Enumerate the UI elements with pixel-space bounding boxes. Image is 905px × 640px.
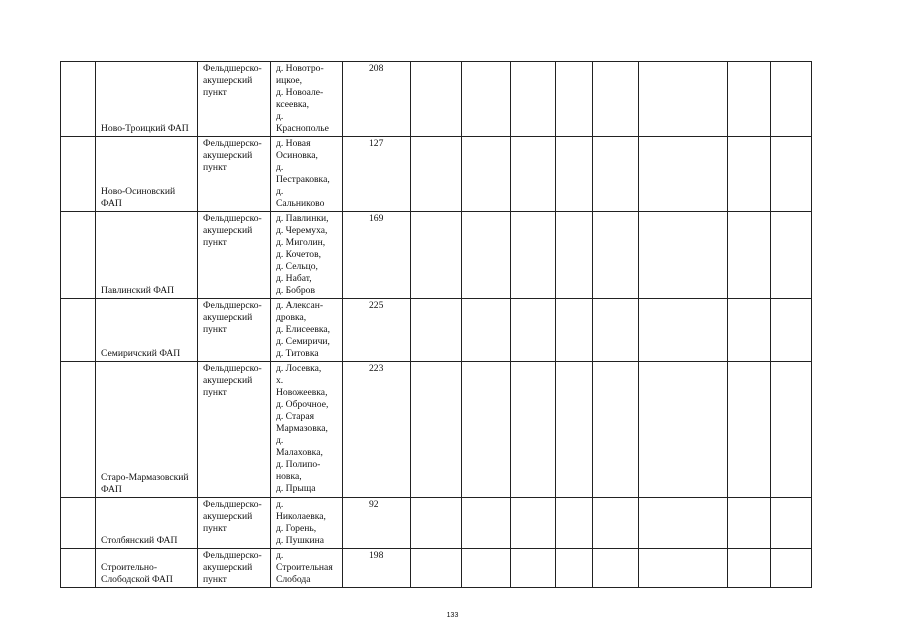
- facility-type-line: пункт: [203, 387, 227, 398]
- facility-type-line: акушерский: [203, 562, 253, 573]
- table-row: [61, 362, 812, 498]
- index-cell: [61, 299, 96, 362]
- village-line: д. Сельцо,: [276, 261, 318, 272]
- empty-cell: [511, 299, 556, 362]
- empty-cell: [639, 299, 728, 362]
- empty-cell: [728, 212, 771, 299]
- village-line: д. Лосевка,: [276, 363, 322, 374]
- facility-type-cell: [198, 212, 271, 299]
- empty-cell: [593, 62, 639, 137]
- empty-cell: [462, 212, 511, 299]
- village-line: д.: [276, 499, 284, 510]
- population-count: 92: [369, 499, 379, 510]
- village-line: д. Пушкина: [276, 535, 324, 546]
- village-line: Мармазовка,: [276, 423, 328, 434]
- village-line: д. Павлинки,: [276, 213, 329, 224]
- empty-cell: [639, 62, 728, 137]
- empty-cell: [728, 549, 771, 588]
- empty-cell: [556, 212, 593, 299]
- facility-name-cell: [96, 362, 198, 498]
- village-line: Николаевка,: [276, 511, 326, 522]
- village-line: д. Новоале-: [276, 87, 324, 98]
- index-cell: [61, 498, 96, 549]
- empty-cell: [511, 498, 556, 549]
- village-line: д. Алексан-: [276, 300, 324, 311]
- villages-cell: [271, 299, 343, 362]
- facility-type-line: Фельдшерско-: [203, 300, 262, 311]
- facility-name: Павлинский ФАП: [101, 285, 175, 296]
- facility-type-line: пункт: [203, 237, 227, 248]
- empty-cell: [593, 212, 639, 299]
- empty-cell: [411, 137, 462, 212]
- facility-type-cell: [198, 549, 271, 588]
- village-line: Слобода: [276, 574, 311, 585]
- empty-cell: [462, 299, 511, 362]
- empty-cell: [411, 498, 462, 549]
- population-count-cell: [343, 212, 411, 299]
- empty-cell: [556, 299, 593, 362]
- empty-cell: [593, 299, 639, 362]
- facility-type-line: акушерский: [203, 150, 253, 161]
- village-line: д. Черемуха,: [276, 225, 328, 236]
- empty-cell: [771, 62, 812, 137]
- villages-cell: [271, 498, 343, 549]
- population-count-cell: [343, 62, 411, 137]
- village-line: Краснополье: [276, 123, 329, 134]
- index-cell: [61, 549, 96, 588]
- population-count-cell: [343, 362, 411, 498]
- empty-cell: [771, 498, 812, 549]
- village-line: новка,: [276, 471, 302, 482]
- village-line: Осиновка,: [276, 150, 318, 161]
- village-line: д. Набат,: [276, 273, 312, 284]
- facility-type-cell: [198, 362, 271, 498]
- empty-cell: [593, 498, 639, 549]
- village-line: д. Елисеевка,: [276, 324, 331, 335]
- facility-type-cell: [198, 62, 271, 137]
- villages-cell: [271, 137, 343, 212]
- empty-cell: [639, 362, 728, 498]
- population-count-cell: [343, 498, 411, 549]
- village-line: д. Бобров: [276, 285, 315, 296]
- facility-name-cell: [96, 137, 198, 212]
- empty-cell: [639, 549, 728, 588]
- villages-cell: [271, 212, 343, 299]
- village-line: д. Прыща: [276, 483, 316, 494]
- population-count-cell: [343, 137, 411, 212]
- index-cell: [61, 362, 96, 498]
- village-line: ицкое,: [276, 75, 303, 86]
- population-count: 208: [369, 63, 384, 74]
- village-line: д.: [276, 186, 284, 197]
- facility-type-line: акушерский: [203, 511, 253, 522]
- facility-name: Старо-Мармазовский ФАП: [101, 472, 189, 495]
- village-line: д.: [276, 550, 284, 561]
- village-line: д.: [276, 162, 284, 173]
- empty-cell: [411, 549, 462, 588]
- population-count: 127: [369, 138, 384, 149]
- empty-cell: [556, 62, 593, 137]
- empty-cell: [462, 137, 511, 212]
- village-line: д. Старая: [276, 411, 314, 422]
- population-count: 169: [369, 213, 384, 224]
- village-line: д. Полипо-: [276, 459, 321, 470]
- population-count: 223: [369, 363, 384, 374]
- facility-name-cell: [96, 62, 198, 137]
- empty-cell: [639, 498, 728, 549]
- population-count: 198: [369, 550, 384, 561]
- empty-cell: [728, 498, 771, 549]
- index-cell: [61, 212, 96, 299]
- facility-type-cell: [198, 498, 271, 549]
- empty-cell: [556, 137, 593, 212]
- empty-cell: [511, 137, 556, 212]
- empty-cell: [462, 362, 511, 498]
- village-line: Малаховка,: [276, 447, 323, 458]
- village-line: х.: [276, 375, 284, 386]
- facility-table: [60, 61, 812, 588]
- village-line: д. Горень,: [276, 523, 317, 534]
- facility-name: Столбянский ФАП: [101, 535, 178, 546]
- facility-name-cell: [96, 498, 198, 549]
- table-row: [61, 549, 812, 588]
- village-line: Пестраковка,: [276, 174, 330, 185]
- village-line: Сальниково: [276, 198, 325, 209]
- empty-cell: [556, 362, 593, 498]
- empty-cell: [728, 62, 771, 137]
- empty-cell: [462, 498, 511, 549]
- empty-cell: [728, 137, 771, 212]
- facility-type-line: Фельдшерско-: [203, 63, 262, 74]
- empty-cell: [511, 212, 556, 299]
- empty-cell: [639, 137, 728, 212]
- facility-type-line: пункт: [203, 324, 227, 335]
- empty-cell: [411, 362, 462, 498]
- empty-cell: [411, 62, 462, 137]
- village-line: д. Новая: [276, 138, 311, 149]
- empty-cell: [771, 137, 812, 212]
- empty-cell: [411, 212, 462, 299]
- empty-cell: [771, 362, 812, 498]
- facility-type-line: Фельдшерско-: [203, 499, 262, 510]
- empty-cell: [593, 137, 639, 212]
- empty-cell: [593, 549, 639, 588]
- village-line: д. Новотро-: [276, 63, 324, 74]
- facility-type-line: акушерский: [203, 375, 253, 386]
- table-row: [61, 299, 812, 362]
- village-line: дровка,: [276, 312, 307, 323]
- village-line: д.: [276, 435, 284, 446]
- villages-cell: [271, 549, 343, 588]
- facility-type-line: Фельдшерско-: [203, 213, 262, 224]
- village-line: д. Семиричи,: [276, 336, 330, 347]
- facility-name: Строительно-Слободской ФАП: [101, 562, 173, 585]
- empty-cell: [771, 549, 812, 588]
- table-row: [61, 137, 812, 212]
- village-line: Новожеевка,: [276, 387, 328, 398]
- empty-cell: [771, 212, 812, 299]
- facility-type-line: пункт: [203, 574, 227, 585]
- page-number: 133: [446, 612, 459, 619]
- facility-name: Ново-Троицкий ФАП: [101, 123, 189, 134]
- facility-type-line: акушерский: [203, 312, 253, 323]
- facility-type-line: Фельдшерско-: [203, 138, 262, 149]
- population-count: 225: [369, 300, 384, 311]
- table-row: [61, 212, 812, 299]
- facility-name-cell: [96, 549, 198, 588]
- index-cell: [61, 62, 96, 137]
- village-line: д. Кочетов,: [276, 249, 322, 260]
- facility-type-cell: [198, 137, 271, 212]
- facility-type-line: акушерский: [203, 225, 253, 236]
- table-row: [61, 62, 812, 137]
- facility-type-line: Фельдшерско-: [203, 363, 262, 374]
- empty-cell: [639, 212, 728, 299]
- empty-cell: [511, 362, 556, 498]
- facility-type-line: пункт: [203, 162, 227, 173]
- facility-name: Ново-Осиновский ФАП: [101, 186, 176, 209]
- village-line: Строительная: [276, 562, 333, 573]
- empty-cell: [511, 549, 556, 588]
- facility-type-line: пункт: [203, 523, 227, 534]
- empty-cell: [411, 299, 462, 362]
- facility-name: Семиричский ФАП: [101, 348, 181, 359]
- empty-cell: [728, 362, 771, 498]
- village-line: д. Миголин,: [276, 237, 326, 248]
- facility-type-line: акушерский: [203, 75, 253, 86]
- village-line: д. Титовка: [276, 348, 319, 359]
- empty-cell: [462, 549, 511, 588]
- table-row: [61, 498, 812, 549]
- facility-name-cell: [96, 212, 198, 299]
- population-count-cell: [343, 549, 411, 588]
- empty-cell: [556, 498, 593, 549]
- empty-cell: [462, 62, 511, 137]
- index-cell: [61, 137, 96, 212]
- villages-cell: [271, 362, 343, 498]
- villages-cell: [271, 62, 343, 137]
- empty-cell: [556, 549, 593, 588]
- empty-cell: [593, 362, 639, 498]
- facility-type-line: пункт: [203, 87, 227, 98]
- facility-type-cell: [198, 299, 271, 362]
- facility-name-cell: [96, 299, 198, 362]
- population-count-cell: [343, 299, 411, 362]
- empty-cell: [728, 299, 771, 362]
- facility-type-line: Фельдшерско-: [203, 550, 262, 561]
- empty-cell: [511, 62, 556, 137]
- village-line: д.: [276, 111, 284, 122]
- village-line: ксеевка,: [276, 99, 310, 110]
- empty-cell: [771, 299, 812, 362]
- village-line: д. Оброчное,: [276, 399, 329, 410]
